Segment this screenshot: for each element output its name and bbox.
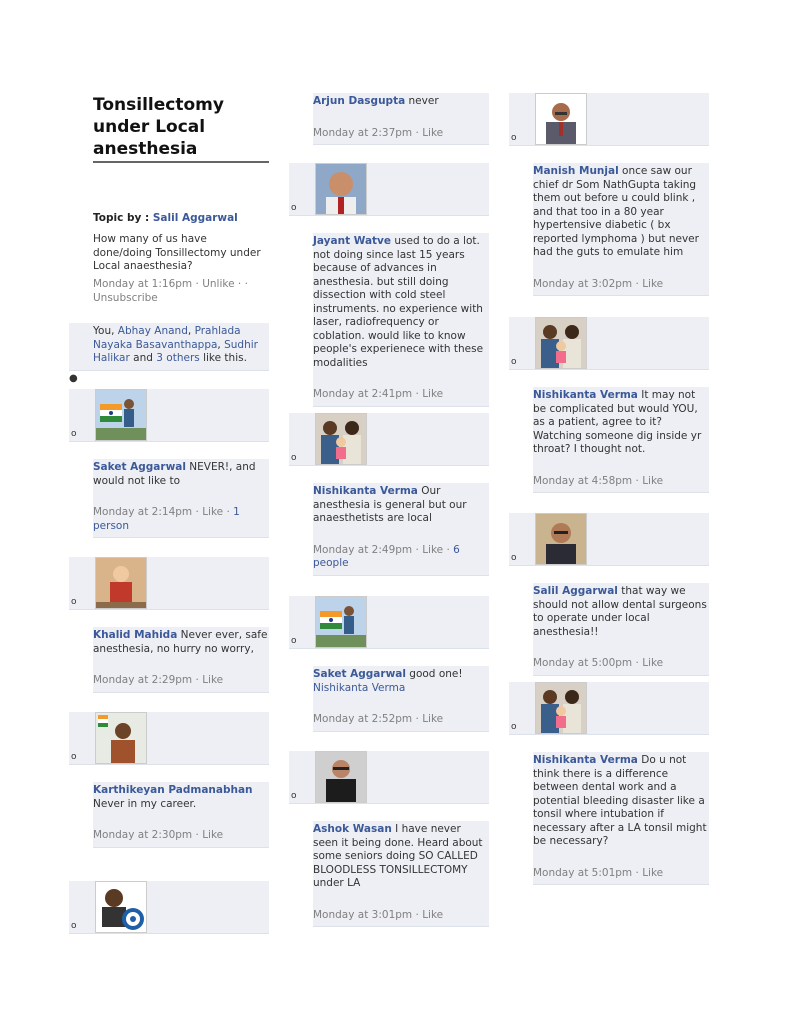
comment: Manish Munjal once saw our chief dr Som NathGupta taking them out before u could blink , and that too in a 80 year hypertensive diabetic ( bx reported lymphoma ) but never had the guts to emulate him Monday at 3:02pm · Like — [533, 163, 709, 296]
likes-summary: You, Abhay Anand, Prahlada Nayaka Basavanthappa, Sudhir Halikar and 3 others like this. — [69, 323, 269, 371]
comment-time: Monday at 3:01pm — [313, 908, 413, 921]
others-link[interactable]: 3 others — [156, 352, 200, 364]
comment-text: used to do a lot. not doing since last 15 years because of advances in anesthesia. but still doing dissection with cold steel instruments. no experience with laser, radiofrequency or coblation. would like to know people's experienece with these modalities — [313, 235, 484, 369]
comment-time: Monday at 2:52pm — [313, 713, 413, 725]
comment-author[interactable]: Nishikanta Verma — [533, 754, 638, 766]
comment-author[interactable]: Arjun Dasgupta — [313, 95, 406, 107]
like-link[interactable]: Like — [202, 829, 224, 841]
avatar-row: o — [289, 596, 489, 649]
comment: Karthikeyan Padmanabhan Never in my career. Monday at 2:30pm · Like — [93, 782, 269, 848]
avatar-row: o — [289, 751, 489, 804]
bullet: ● — [69, 373, 78, 384]
like-link[interactable]: Like — [422, 126, 444, 139]
avatar-row: o — [509, 682, 709, 735]
comment-author[interactable]: Salil Aggarwal — [533, 585, 618, 597]
like-link[interactable]: Like — [422, 908, 444, 921]
comment-time: Monday at 2:49pm — [313, 543, 413, 556]
comment-text: Never in my career. — [93, 797, 197, 810]
liker-link[interactable]: Prahlada Nayaka Basavanthappa — [93, 325, 241, 351]
comment-author[interactable]: Manish Munjal — [533, 165, 619, 177]
like-link[interactable]: Like — [422, 543, 444, 556]
family-avatar[interactable] — [535, 317, 587, 369]
like-link[interactable]: Like — [202, 674, 224, 686]
like-count-link[interactable]: 6 people — [313, 543, 460, 569]
comment-author[interactable]: Nishikanta Verma — [533, 389, 638, 401]
comment: Salil Aggarwal that way we should not allow dental surgeons to operate under local anesthesia!! Monday at 5:00pm · Like — [533, 583, 709, 676]
like-link[interactable]: Like — [642, 277, 664, 290]
man-glasses-avatar[interactable] — [315, 751, 367, 803]
comment-text: Never ever, safe anesthesia, no hurry no worry, — [93, 629, 268, 655]
comment-time: Monday at 2:37pm — [313, 126, 413, 139]
comment-text: once saw our chief dr Som NathGupta taking them out before u could blink , and that too in a 80 year hypertensive diabetic ( bx reported lymphoma ) but never had the guts to emulate him — [533, 165, 699, 258]
comment: Khalid Mahida Never ever, safe anesthesia, no hurry no worry, Monday at 2:29pm · Like — [93, 627, 269, 693]
avatar-row: o — [69, 881, 269, 934]
like-link[interactable]: Like — [642, 866, 664, 879]
comment-author[interactable]: Karthikeyan Padmanabhan — [93, 784, 253, 796]
comment-time: Monday at 2:29pm — [93, 674, 193, 686]
comment-author[interactable]: Nishikanta Verma — [313, 485, 418, 497]
comment-time: Monday at 5:01pm — [533, 866, 633, 879]
comment-author[interactable]: Khalid Mahida — [93, 629, 178, 641]
page-title: Tonsillectomy under Local anesthesia — [93, 94, 269, 163]
comment-author[interactable]: Saket Aggarwal — [93, 461, 186, 473]
comment: Arjun Dasgupta never Monday at 2:37pm · Like — [313, 93, 489, 145]
avatar-row: o — [289, 163, 489, 216]
topic-author-link[interactable]: Salil Aggarwal — [152, 212, 238, 224]
like-link[interactable]: Like — [202, 506, 224, 518]
avatar-row: o — [509, 317, 709, 370]
unsubscribe-link[interactable]: Unsubscribe — [93, 291, 158, 304]
bald-man-avatar[interactable] — [315, 163, 367, 215]
comment-author[interactable]: Saket Aggarwal — [313, 668, 406, 680]
comment-time: Monday at 3:02pm — [533, 277, 633, 290]
like-link[interactable]: Like — [642, 657, 664, 669]
comment-text: never — [408, 95, 439, 107]
comment: Nishikanta Verma It may not be complicated but would YOU, as a patient, agree to it? Watching someone dig inside yr throat? I thought not. Monday at 4:58pm · Like — [533, 387, 709, 493]
comment-text: NEVER!, and would not like to — [93, 461, 256, 487]
comment: Nishikanta Verma Do u not think there is a difference between dental work and a potential bleeding disaster like a tonsil where intubation if necessary after a LA tonsil might be necessary? Monday at 5:01pm · Like — [533, 752, 709, 885]
comment-author[interactable]: Jayant Watve — [313, 235, 392, 247]
like-link[interactable]: Like — [642, 474, 664, 487]
liker-link[interactable]: Sudhir Halikar — [93, 338, 258, 364]
avatar-row: o — [509, 513, 709, 566]
like-link[interactable]: Like — [422, 713, 444, 725]
comment-author[interactable]: Ashok Wasan — [313, 823, 392, 835]
like-count-link[interactable]: 1 person — [93, 506, 240, 532]
comment-text: I have never seen it being done. Heard about some seniors doing SO CALLED BLOODLESS TONSILLECTOMY under LA — [313, 823, 483, 889]
comment: Saket Aggarwal good one! Nishikanta Verma Monday at 2:52pm · Like — [313, 666, 489, 732]
comment-text: Our anesthesia is general but our anaesthetists are local — [313, 485, 467, 524]
child-avatar[interactable] — [95, 557, 147, 609]
comment-text: that way we should not allow dental surgeons to operate under local anesthesia!! — [533, 585, 707, 638]
liker-link[interactable]: Abhay Anand — [117, 325, 188, 337]
topic-by — [93, 212, 269, 224]
topic-question: How many of us have done/doing Tonsillectomy under Local anaesthesia? — [93, 233, 261, 272]
family-avatar[interactable] — [315, 413, 367, 465]
comment-time: Monday at 2:14pm — [93, 506, 193, 518]
avatar-row: o — [69, 712, 269, 765]
family-avatar[interactable] — [535, 682, 587, 734]
topic-meta: Monday at 1:16pm · Unlike · · Unsubscribe — [93, 278, 248, 304]
comment-time: Monday at 2:30pm — [93, 829, 193, 841]
avatar-row: o — [69, 557, 269, 610]
flag-person-avatar[interactable] — [315, 596, 367, 648]
mention-link[interactable]: Nishikanta Verma — [313, 681, 406, 694]
avatar-row: o — [509, 93, 709, 146]
flag-person-avatar[interactable] — [95, 389, 147, 441]
like-link[interactable]: Like — [422, 388, 444, 400]
man-flag-avatar[interactable] — [95, 712, 147, 764]
comment-time: Monday at 5:00pm — [533, 657, 633, 669]
unlike-link[interactable]: Unlike — [202, 278, 235, 290]
topic-time: Monday at 1:16pm — [93, 278, 193, 290]
comment: Ashok Wasan I have never seen it being done. Heard about some seniors doing SO CALLED BLOODLESS TONSILLECTOMY under LA Monday at 3:01pm · Like — [313, 821, 489, 927]
comment: Nishikanta Verma Our anesthesia is general but our anaesthetists are local Monday at 2:49pm · Like · 6 people — [313, 483, 489, 576]
comment-text: Do u not think there is a difference between dental work and a potential bleeding disaster like a tonsil where intubation if necessary after a LA tonsil might be necessary? — [533, 754, 707, 847]
man-smile-avatar[interactable] — [535, 513, 587, 565]
man-suit-avatar[interactable] — [535, 93, 587, 145]
comment-text: good one! — [409, 668, 463, 680]
man-emblem-avatar[interactable] — [95, 881, 147, 933]
topic-by-label: Topic by : — [93, 212, 150, 224]
comment-time: Monday at 4:58pm — [533, 474, 633, 487]
comment-text: It may not be complicated but would YOU, as a patient, agree to it? Watching someone dig inside yr throat? I thought not. — [533, 389, 702, 455]
comment: Jayant Watve used to do a lot. not doing since last 15 years because of advances in anesthesia. but still doing dissection with cold steel instruments. no experience with laser, radiofrequency or coblation. would like to know people's experienece with these modalities Monday at 2:41pm · Like — [313, 233, 489, 407]
avatar-row: o — [289, 413, 489, 466]
comment-time: Monday at 2:41pm — [313, 388, 413, 400]
avatar-row: o — [69, 389, 269, 442]
comment: Saket Aggarwal NEVER!, and would not like to Monday at 2:14pm · Like · 1 person — [93, 459, 269, 538]
